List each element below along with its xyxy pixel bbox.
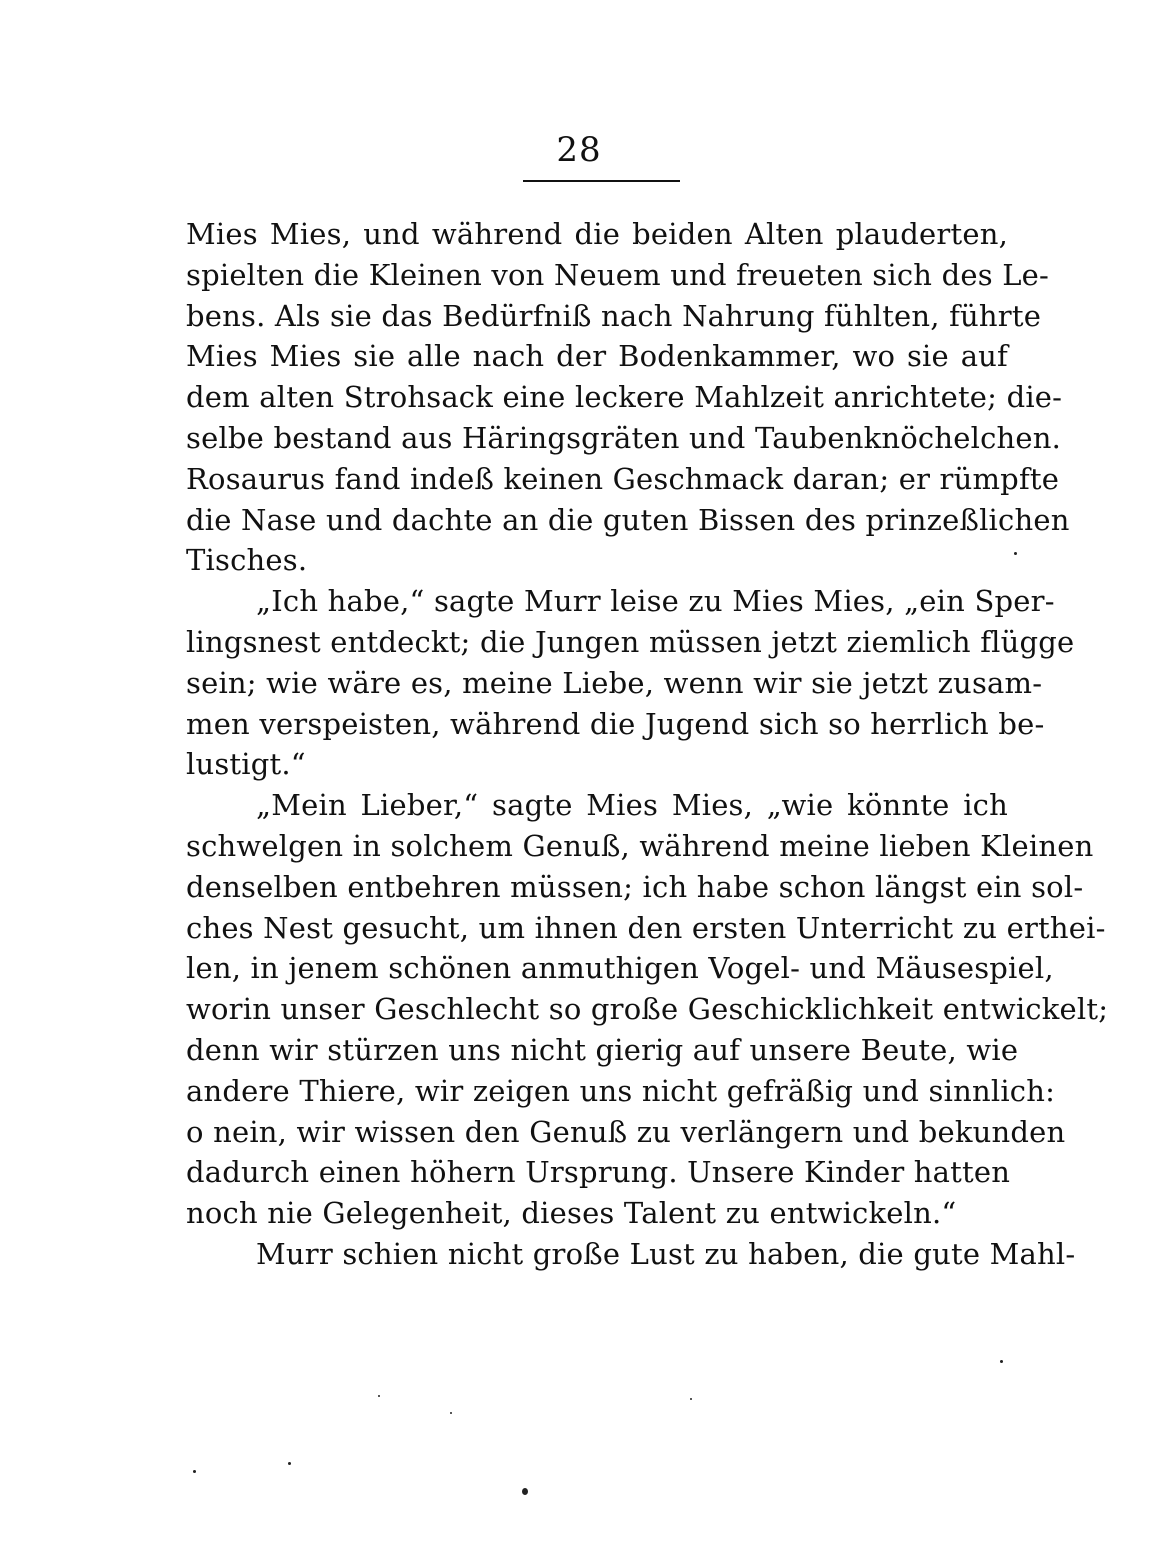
text-line: Mies Mies sie alle nach der Bodenkammer, wo sie auf [186,339,1008,374]
text-line: o nein, wir wissen den Genuß zu verlängern und bekunden [186,1114,1066,1149]
text-line: andere Thiere, wir zeigen uns nicht gefräßig und sinnlich: [186,1073,1056,1108]
body-text [186,214,1109,1275]
text-line: denn wir stürzen uns nicht gierig auf unsere Beute, wie [186,1032,1019,1067]
scan-speck [690,1398,692,1400]
text-line: spielten die Kleinen von Neuem und freueten sich des Le- [186,257,1050,292]
text-line: worin unser Geschlecht so große Geschicklichkeit entwickelt; [186,992,1109,1027]
text-line: ches Nest gesucht, um ihnen den ersten Unterricht zu erthei- [186,910,1106,945]
scan-speck [1000,1360,1003,1363]
text-line: len, in jenem schönen anmuthigen Vogel- und Mäusespiel, [186,951,1054,986]
text-line: sein; wie wäre es, meine Liebe, wenn wir sie jetzt zusam- [186,665,1043,700]
scan-speck [378,1395,380,1397]
scan-speck [193,1470,196,1473]
scan-speck [288,1462,291,1465]
text-line: Rosaurus fand indeß keinen Geschmack daran; er rümpfte [186,461,1060,496]
text-line: Tisches. [186,543,308,578]
text-line: dadurch einen höhern Ursprung. Unsere Kinder hatten [186,1155,1011,1190]
text-line: men verspeisten, während die Jugend sich so herrlich be- [186,706,1045,741]
text-line: Murr schien nicht große Lust zu haben, die gute Mahl- [256,1236,1076,1271]
scan-speck [450,1412,452,1414]
text-line: noch nie Gelegenheit, dieses Talent zu entwickeln.“ [186,1196,957,1231]
text-line: bens. Als sie das Bedürfniß nach Nahrung fühlten, führte [186,298,1042,333]
scan-speck [1014,552,1017,555]
text-line: selbe bestand aus Häringsgräten und Taubenknöchelchen. [186,420,1062,455]
text-line: „Ich habe,“ sagte Murr leise zu Mies Mies, „ein Sper- [256,584,1055,619]
text-line: lustigt.“ [186,747,306,782]
text-line: Mies Mies, und während die beiden Alten plauderten, [186,217,1008,251]
text-line: „Mein Lieber,“ sagte Mies Mies, „wie könnte ich [256,788,1008,823]
text-line: schwelgen in solchem Genuß, während meine lieben Kleinen [186,828,1094,863]
text-line: die Nase und dachte an die guten Bissen des prinzeßlichen [186,502,1070,537]
page-number: 28 [556,130,602,170]
text-line: denselben entbehren müssen; ich habe schon längst ein sol- [186,869,1084,904]
header-rule [523,180,680,182]
scan-speck [522,1488,528,1495]
text-line: lingsnest entdeckt; die Jungen müssen jetzt ziemlich flügge [186,624,1075,659]
text-line: dem alten Strohsack eine leckere Mahlzeit anrichtete; die- [186,380,1063,415]
